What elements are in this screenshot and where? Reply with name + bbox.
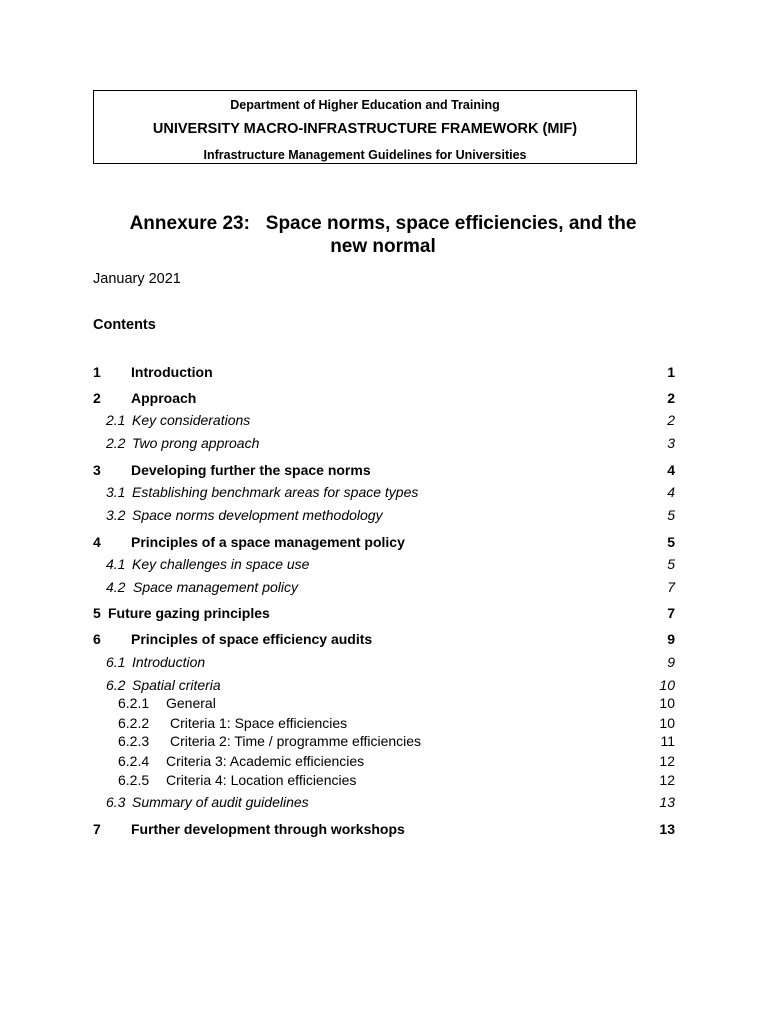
toc-entry-page: 5 <box>667 507 675 523</box>
toc-entry-page: 9 <box>667 654 675 670</box>
toc-entry-number: 7 <box>93 821 101 837</box>
toc-entry-label: Introduction <box>131 364 213 380</box>
toc-entry-label: Key considerations <box>132 412 251 428</box>
toc-entry-page: 10 <box>659 677 675 693</box>
document-title-line-2: new normal <box>330 236 436 257</box>
toc-entry-label: Criteria 1: Space efficiencies <box>170 715 348 731</box>
toc-entry-page: 13 <box>659 821 675 837</box>
toc-entry-page: 7 <box>667 605 675 621</box>
toc-entry[interactable] <box>93 630 675 648</box>
toc-entry[interactable] <box>93 555 675 573</box>
toc-entry-number: 6.2 <box>106 677 126 693</box>
toc-entry[interactable] <box>93 411 675 429</box>
toc-entry-page: 10 <box>659 715 675 731</box>
toc-entry[interactable] <box>93 389 675 407</box>
toc-entry-number: 2.2 <box>106 435 126 451</box>
toc-entry-number: 2.1 <box>106 412 126 428</box>
toc-entry-label: Establishing benchmark areas for space types <box>132 484 419 500</box>
toc-entry-label: Approach <box>131 390 197 406</box>
toc-entry-number: 1 <box>93 364 101 380</box>
toc-entry-number: 3 <box>93 462 101 478</box>
toc-entry-page: 9 <box>667 631 675 647</box>
toc-entry-page: 4 <box>667 462 675 478</box>
toc-entry[interactable] <box>93 820 675 838</box>
toc-entry-page: 5 <box>667 534 675 550</box>
toc-entry-label: Two prong approach <box>132 435 260 451</box>
toc-entry[interactable] <box>93 714 675 732</box>
toc-entry-label: Space management policy <box>133 579 298 595</box>
toc-entry-label: Principles of a space management policy <box>131 534 405 550</box>
contents-heading: Contents <box>93 317 156 333</box>
toc-entry-number: 3.2 <box>106 507 126 523</box>
toc-entry[interactable] <box>93 694 675 712</box>
toc-entry-number: 6.2.5 <box>118 772 150 788</box>
document-header-box <box>93 90 637 164</box>
toc-entry-page: 7 <box>667 579 675 595</box>
toc-entry-label: Spatial criteria <box>132 677 221 693</box>
toc-entry-number: 6.3 <box>106 794 126 810</box>
toc-entry-label: General <box>166 695 216 711</box>
toc-entry-number: 5 <box>93 605 101 621</box>
toc-entry-label: Criteria 3: Academic efficiencies <box>166 753 365 769</box>
toc-entry-page: 12 <box>659 772 675 788</box>
toc-entry[interactable] <box>93 676 675 694</box>
toc-entry[interactable] <box>93 771 675 789</box>
toc-entry-page: 13 <box>659 794 675 810</box>
toc-entry-page: 11 <box>660 733 675 749</box>
toc-entry-number: 6.2.1 <box>118 695 150 711</box>
toc-entry-page: 2 <box>667 412 675 428</box>
toc-entry-label: Principles of space efficiency audits <box>131 631 373 647</box>
toc-entry-number: 6.1 <box>106 654 126 670</box>
guidelines-subtitle: Infrastructure Management Guidelines for Universities <box>203 148 527 162</box>
toc-entry-page: 12 <box>659 753 675 769</box>
toc-entry[interactable] <box>93 483 675 501</box>
toc-entry[interactable] <box>93 604 675 622</box>
toc-entry-label: Developing further the space norms <box>131 462 371 478</box>
toc-entry-number: 6.2.4 <box>118 753 150 769</box>
toc-entry-label: Space norms development methodology <box>132 507 383 523</box>
toc-entry-page: 10 <box>659 695 675 711</box>
toc-entry-label: Criteria 4: Location efficiencies <box>166 772 357 788</box>
toc-entry-label: Introduction <box>132 654 206 670</box>
framework-title: UNIVERSITY MACRO-INFRASTRUCTURE FRAMEWORK (MIF) <box>152 121 578 137</box>
document-title-line-1: Annexure 23: Space norms, space efficiencies, and the <box>129 213 637 234</box>
toc-entry-page: 2 <box>667 390 675 406</box>
toc-entry-number: 4 <box>93 534 101 550</box>
document-date: January 2021 <box>93 271 181 287</box>
toc-entry[interactable] <box>93 578 675 596</box>
toc-entry-page: 3 <box>667 435 675 451</box>
toc-entry-page: 1 <box>667 364 675 380</box>
toc-entry[interactable] <box>93 461 675 479</box>
toc-entry-page: 4 <box>667 484 675 500</box>
toc-entry-number: 6.2.3 <box>118 733 150 749</box>
toc-entry-label: Criteria 2: Time / programme efficiencies <box>170 733 422 749</box>
toc-entry[interactable] <box>93 363 675 381</box>
toc-entry-number: 4.2 <box>106 579 126 595</box>
department-name: Department of Higher Education and Training <box>230 98 500 112</box>
toc-entry-label: Summary of audit guidelines <box>132 794 309 810</box>
toc-entry-number: 6 <box>93 631 101 647</box>
toc-entry[interactable] <box>93 533 675 551</box>
toc-entry[interactable] <box>93 732 675 750</box>
toc-entry[interactable] <box>93 793 675 811</box>
toc-entry-label: Future gazing principles <box>108 605 270 621</box>
toc-entry[interactable] <box>93 506 675 524</box>
toc-entry-label: Further development through workshops <box>131 821 405 837</box>
toc-entry-number: 3.1 <box>106 484 126 500</box>
toc-entry-label: Key challenges in space use <box>132 556 310 572</box>
toc-entry-number: 6.2.2 <box>118 715 150 731</box>
toc-entry[interactable] <box>93 434 675 452</box>
toc-entry-number: 2 <box>93 390 101 406</box>
document-title <box>93 212 673 258</box>
toc-entry-number: 4.1 <box>106 556 126 572</box>
toc-entry-page: 5 <box>667 556 675 572</box>
toc-entry[interactable] <box>93 752 675 770</box>
toc-entry[interactable] <box>93 653 675 671</box>
